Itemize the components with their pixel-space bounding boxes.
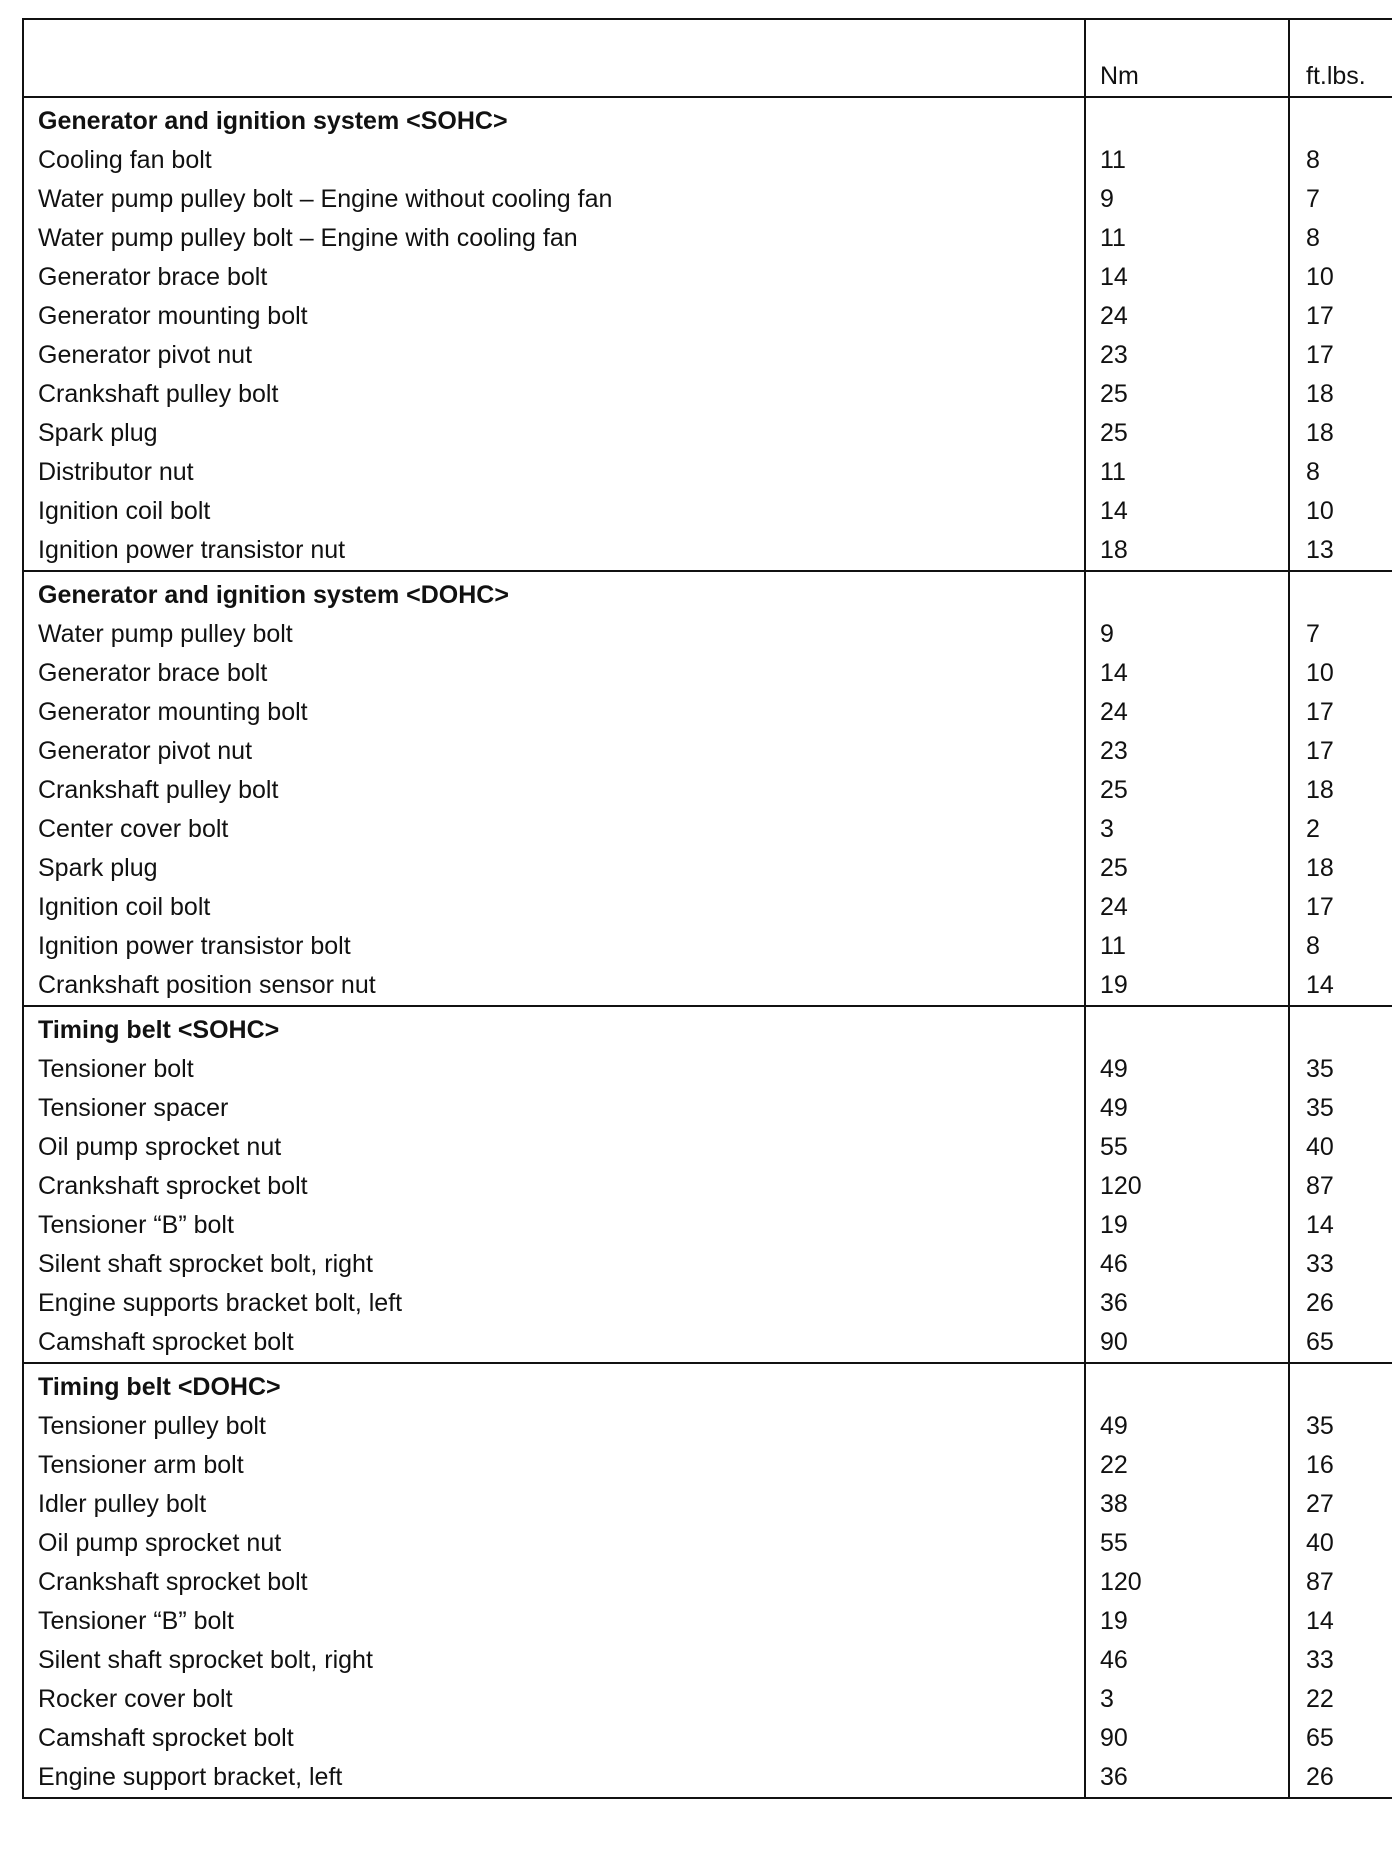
table-row — [23, 1446, 1392, 1485]
torque-nm: 49 — [1085, 1407, 1289, 1446]
item-name: Silent shaft sprocket bolt, right — [23, 1245, 1085, 1284]
table-row — [23, 810, 1392, 849]
table-body — [23, 19, 1392, 1798]
torque-ft-lbs: 33 — [1289, 1641, 1392, 1680]
table-row — [23, 1719, 1392, 1758]
torque-ft-lbs: 7 — [1289, 180, 1392, 219]
item-name: Crankshaft pulley bolt — [23, 375, 1085, 414]
torque-nm: 24 — [1085, 888, 1289, 927]
table-row — [23, 1089, 1392, 1128]
item-name: Center cover bolt — [23, 810, 1085, 849]
torque-nm: 23 — [1085, 732, 1289, 771]
torque-nm: 11 — [1085, 219, 1289, 258]
torque-nm: 25 — [1085, 849, 1289, 888]
table-row — [23, 1323, 1392, 1363]
torque-ft-lbs: 10 — [1289, 654, 1392, 693]
torque-nm: 120 — [1085, 1563, 1289, 1602]
torque-nm: 14 — [1085, 654, 1289, 693]
item-name: Generator brace bolt — [23, 654, 1085, 693]
table-row — [23, 693, 1392, 732]
torque-ft-lbs: 65 — [1289, 1719, 1392, 1758]
empty-cell — [1289, 571, 1392, 615]
torque-nm: 11 — [1085, 141, 1289, 180]
item-name: Camshaft sprocket bolt — [23, 1719, 1085, 1758]
item-name: Rocker cover bolt — [23, 1680, 1085, 1719]
item-name: Tensioner spacer — [23, 1089, 1085, 1128]
torque-ft-lbs: 10 — [1289, 258, 1392, 297]
table-row — [23, 1758, 1392, 1798]
table-row — [23, 180, 1392, 219]
torque-ft-lbs: 16 — [1289, 1446, 1392, 1485]
item-name: Cooling fan bolt — [23, 141, 1085, 180]
table-row — [23, 732, 1392, 771]
header-nm: Nm — [1085, 19, 1289, 97]
table-row — [23, 1524, 1392, 1563]
torque-nm: 19 — [1085, 1206, 1289, 1245]
torque-nm: 120 — [1085, 1167, 1289, 1206]
torque-nm: 14 — [1085, 492, 1289, 531]
table-row — [23, 1128, 1392, 1167]
torque-nm: 49 — [1085, 1089, 1289, 1128]
torque-ft-lbs: 35 — [1289, 1407, 1392, 1446]
torque-nm: 55 — [1085, 1128, 1289, 1167]
table-row — [23, 1602, 1392, 1641]
section-title-row — [23, 97, 1392, 141]
table-row — [23, 1050, 1392, 1089]
torque-ft-lbs: 17 — [1289, 297, 1392, 336]
torque-nm: 38 — [1085, 1485, 1289, 1524]
torque-ft-lbs: 17 — [1289, 336, 1392, 375]
item-name: Generator pivot nut — [23, 336, 1085, 375]
item-name: Tensioner bolt — [23, 1050, 1085, 1089]
item-name: Tensioner pulley bolt — [23, 1407, 1085, 1446]
table-row — [23, 258, 1392, 297]
table-row — [23, 849, 1392, 888]
item-name: Camshaft sprocket bolt — [23, 1323, 1085, 1363]
torque-nm: 19 — [1085, 966, 1289, 1006]
header-ft-lbs: ft.lbs. — [1289, 19, 1392, 97]
torque-nm: 9 — [1085, 180, 1289, 219]
item-name: Ignition coil bolt — [23, 888, 1085, 927]
section-title-row — [23, 1006, 1392, 1050]
torque-ft-lbs: 7 — [1289, 615, 1392, 654]
header-row — [23, 19, 1392, 97]
table-row — [23, 219, 1392, 258]
torque-nm: 19 — [1085, 1602, 1289, 1641]
empty-cell — [1289, 1006, 1392, 1050]
table-row — [23, 1641, 1392, 1680]
empty-cell — [1289, 97, 1392, 141]
table-row — [23, 1485, 1392, 1524]
table-row — [23, 141, 1392, 180]
header-item — [23, 19, 1085, 97]
torque-nm: 25 — [1085, 375, 1289, 414]
table-row — [23, 771, 1392, 810]
torque-ft-lbs: 8 — [1289, 141, 1392, 180]
item-name: Tensioner arm bolt — [23, 1446, 1085, 1485]
torque-ft-lbs: 26 — [1289, 1284, 1392, 1323]
section-title-row — [23, 1363, 1392, 1407]
item-name: Spark plug — [23, 849, 1085, 888]
item-name: Crankshaft position sensor nut — [23, 966, 1085, 1006]
item-name: Distributor nut — [23, 453, 1085, 492]
item-name: Crankshaft pulley bolt — [23, 771, 1085, 810]
table-row — [23, 297, 1392, 336]
torque-ft-lbs: 87 — [1289, 1563, 1392, 1602]
table-row — [23, 1167, 1392, 1206]
table-row — [23, 615, 1392, 654]
item-name: Crankshaft sprocket bolt — [23, 1167, 1085, 1206]
torque-nm: 22 — [1085, 1446, 1289, 1485]
item-name: Tensioner “B” bolt — [23, 1602, 1085, 1641]
item-name: Crankshaft sprocket bolt — [23, 1563, 1085, 1602]
item-name: Silent shaft sprocket bolt, right — [23, 1641, 1085, 1680]
torque-ft-lbs: 10 — [1289, 492, 1392, 531]
item-name: Generator pivot nut — [23, 732, 1085, 771]
table-row — [23, 375, 1392, 414]
torque-nm: 23 — [1085, 336, 1289, 375]
table-row — [23, 531, 1392, 571]
table-row — [23, 927, 1392, 966]
item-name: Spark plug — [23, 414, 1085, 453]
torque-ft-lbs: 8 — [1289, 927, 1392, 966]
item-name: Ignition coil bolt — [23, 492, 1085, 531]
table-row — [23, 654, 1392, 693]
torque-ft-lbs: 35 — [1289, 1050, 1392, 1089]
table-row — [23, 1245, 1392, 1284]
torque-ft-lbs: 14 — [1289, 1206, 1392, 1245]
torque-ft-lbs: 18 — [1289, 771, 1392, 810]
table-row — [23, 453, 1392, 492]
torque-nm: 3 — [1085, 1680, 1289, 1719]
torque-ft-lbs: 27 — [1289, 1485, 1392, 1524]
item-name: Water pump pulley bolt – Engine without cooling fan — [23, 180, 1085, 219]
torque-nm: 90 — [1085, 1323, 1289, 1363]
torque-nm: 24 — [1085, 297, 1289, 336]
torque-nm: 36 — [1085, 1758, 1289, 1798]
torque-nm: 3 — [1085, 810, 1289, 849]
table-row — [23, 1284, 1392, 1323]
empty-cell — [1085, 1363, 1289, 1407]
item-name: Water pump pulley bolt — [23, 615, 1085, 654]
torque-ft-lbs: 35 — [1289, 1089, 1392, 1128]
torque-nm: 11 — [1085, 927, 1289, 966]
item-name: Engine support bracket, left — [23, 1758, 1085, 1798]
table-row — [23, 1407, 1392, 1446]
torque-ft-lbs: 8 — [1289, 219, 1392, 258]
table-row — [23, 888, 1392, 927]
torque-ft-lbs: 26 — [1289, 1758, 1392, 1798]
item-name: Generator brace bolt — [23, 258, 1085, 297]
torque-ft-lbs: 14 — [1289, 966, 1392, 1006]
table-row — [23, 336, 1392, 375]
empty-cell — [1085, 1006, 1289, 1050]
torque-ft-lbs: 18 — [1289, 414, 1392, 453]
section-title-row — [23, 571, 1392, 615]
section-title: Timing belt <DOHC> — [23, 1363, 1085, 1407]
torque-ft-lbs: 18 — [1289, 375, 1392, 414]
torque-ft-lbs: 87 — [1289, 1167, 1392, 1206]
torque-nm: 25 — [1085, 771, 1289, 810]
torque-ft-lbs: 65 — [1289, 1323, 1392, 1363]
torque-ft-lbs: 17 — [1289, 693, 1392, 732]
torque-ft-lbs: 40 — [1289, 1524, 1392, 1563]
item-name: Ignition power transistor bolt — [23, 927, 1085, 966]
torque-ft-lbs: 2 — [1289, 810, 1392, 849]
item-name: Engine supports bracket bolt, left — [23, 1284, 1085, 1323]
table-row — [23, 1206, 1392, 1245]
section-title: Generator and ignition system <SOHC> — [23, 97, 1085, 141]
torque-nm: 49 — [1085, 1050, 1289, 1089]
empty-cell — [1085, 97, 1289, 141]
torque-nm: 11 — [1085, 453, 1289, 492]
item-name: Generator mounting bolt — [23, 297, 1085, 336]
torque-ft-lbs: 40 — [1289, 1128, 1392, 1167]
table-row — [23, 492, 1392, 531]
torque-ft-lbs: 22 — [1289, 1680, 1392, 1719]
torque-nm: 46 — [1085, 1245, 1289, 1284]
section-title: Generator and ignition system <DOHC> — [23, 571, 1085, 615]
item-name: Water pump pulley bolt – Engine with cooling fan — [23, 219, 1085, 258]
torque-ft-lbs: 17 — [1289, 732, 1392, 771]
torque-nm: 14 — [1085, 258, 1289, 297]
torque-nm: 55 — [1085, 1524, 1289, 1563]
torque-ft-lbs: 33 — [1289, 1245, 1392, 1284]
item-name: Idler pulley bolt — [23, 1485, 1085, 1524]
torque-ft-lbs: 14 — [1289, 1602, 1392, 1641]
item-name: Oil pump sprocket nut — [23, 1128, 1085, 1167]
item-name: Ignition power transistor nut — [23, 531, 1085, 571]
torque-ft-lbs: 13 — [1289, 531, 1392, 571]
table-row — [23, 966, 1392, 1006]
empty-cell — [1289, 1363, 1392, 1407]
torque-nm: 18 — [1085, 531, 1289, 571]
section-title: Timing belt <SOHC> — [23, 1006, 1085, 1050]
torque-nm: 24 — [1085, 693, 1289, 732]
torque-ft-lbs: 17 — [1289, 888, 1392, 927]
torque-spec-table — [22, 18, 1392, 1799]
table-row — [23, 414, 1392, 453]
torque-ft-lbs: 18 — [1289, 849, 1392, 888]
torque-nm: 36 — [1085, 1284, 1289, 1323]
torque-ft-lbs: 8 — [1289, 453, 1392, 492]
torque-nm: 25 — [1085, 414, 1289, 453]
item-name: Generator mounting bolt — [23, 693, 1085, 732]
torque-nm: 9 — [1085, 615, 1289, 654]
torque-nm: 46 — [1085, 1641, 1289, 1680]
item-name: Oil pump sprocket nut — [23, 1524, 1085, 1563]
torque-nm: 90 — [1085, 1719, 1289, 1758]
empty-cell — [1085, 571, 1289, 615]
item-name: Tensioner “B” bolt — [23, 1206, 1085, 1245]
table-row — [23, 1563, 1392, 1602]
table-row — [23, 1680, 1392, 1719]
